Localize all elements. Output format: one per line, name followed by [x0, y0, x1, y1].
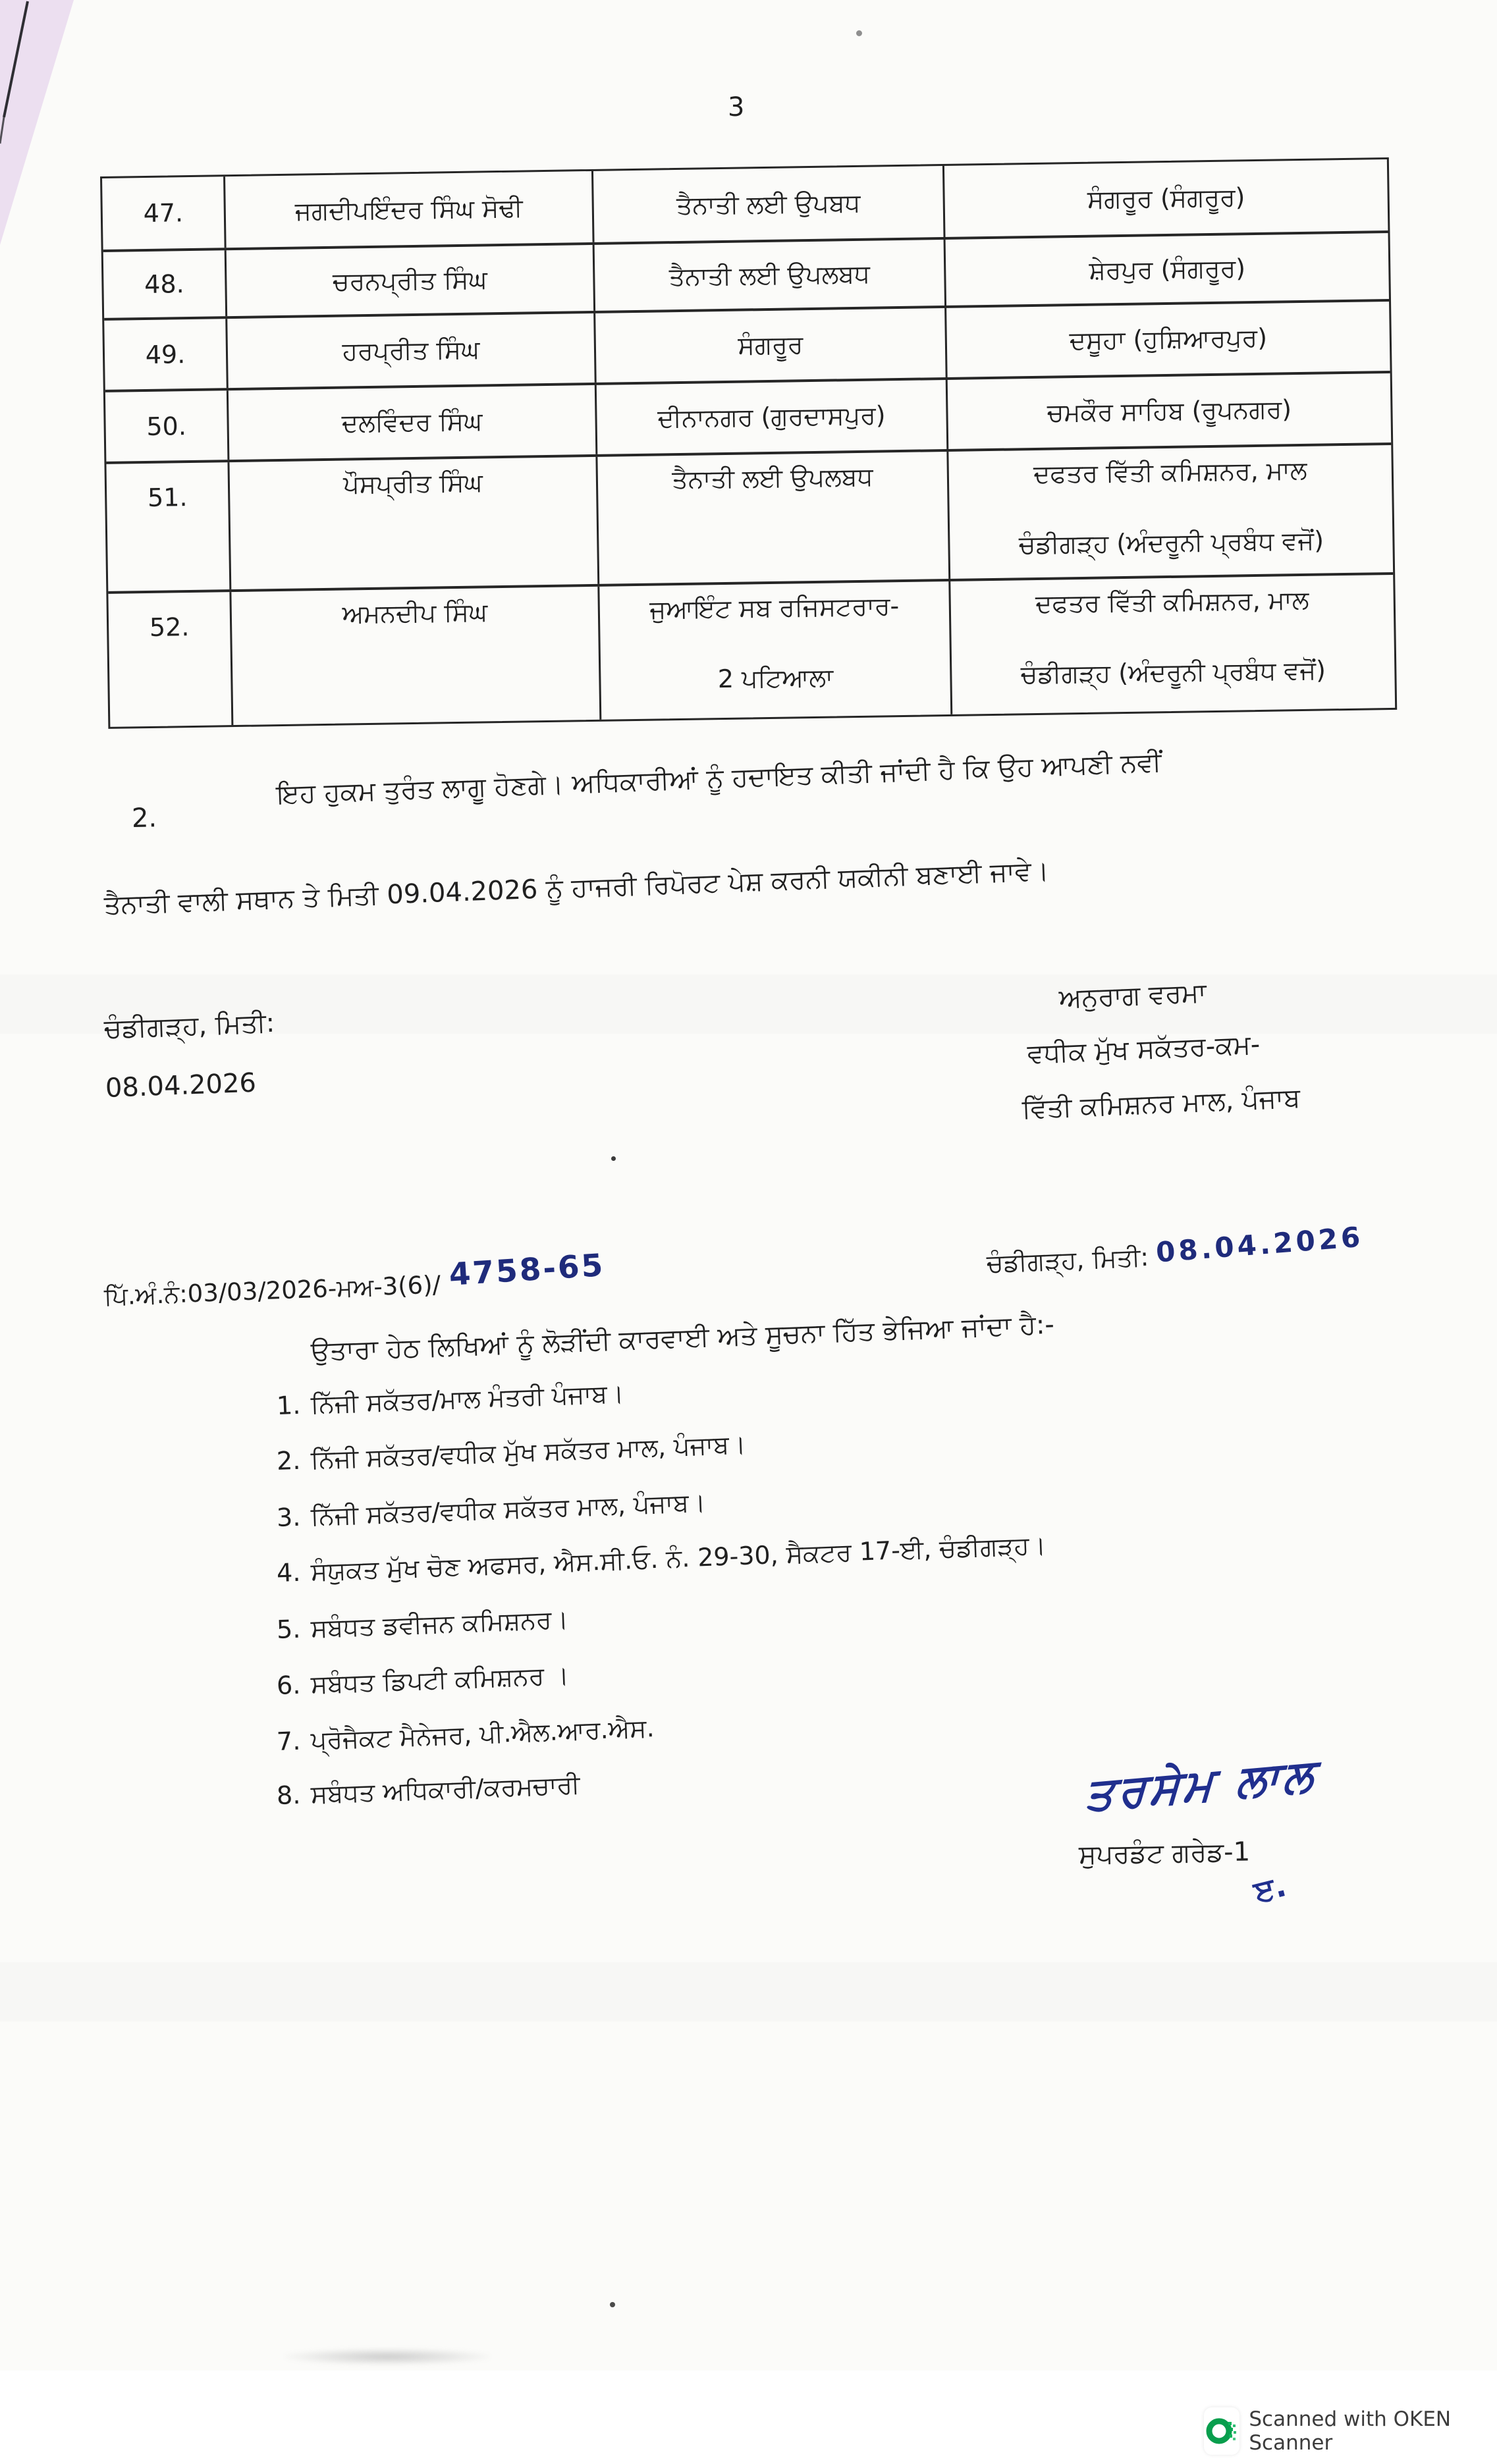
ink-dot [610, 2302, 615, 2307]
item-text: ਸਬੰਧਤ ਡਵੀਜਨ ਕਮਿਸ਼ਨਰ। [310, 1604, 569, 1644]
ref-number-handwritten: 4758-65 [448, 1247, 607, 1293]
oken-badge-text: Scanned with OKEN Scanner [1249, 2407, 1452, 2455]
oken-logo-icon [1204, 2407, 1239, 2455]
distribution-item-8 [276, 1769, 580, 1811]
endorsement-place-label: ਚੰਡੀਗੜ੍ਹ, ਮਿਤੀ: [986, 1242, 1150, 1278]
distribution-intro: ਉਤਾਰਾ ਹੇਠ ਲਿਖਿਆਂ ਨੂੰ ਲੋੜੀਂਦੀ ਕਾਰਵਾਈ ਅਤੇ ਸੂਚਨਾ ਹਿੱਤ ਭੇਜਿਆ ਜਾਂਦਾ ਹੈ:- [310, 1309, 1055, 1367]
distribution-item-5 [276, 1604, 569, 1646]
distribution-item-7 [276, 1713, 655, 1757]
cell-current-posting: ਦੀਨਾਨਗਰ (ਗੁਰਦਾਸਪੁਰ) [597, 380, 948, 454]
cell-current-posting: ਸੰਗਰੂਰ [595, 308, 947, 383]
item-text: ਨਿੱਜੀ ਸਕੱਤਰ/ਮਾਲ ਮੰਤਰੀ ਪੰਜਾਬ। [310, 1378, 625, 1420]
distribution-item-2 [276, 1429, 746, 1478]
ink-dot [611, 1156, 616, 1161]
signature-flourish: ੲ. [1250, 1867, 1290, 1910]
signatory-name: ਅਨੁਰਾਗ ਵਰਮਾ [1058, 977, 1207, 1014]
oken-badge [1204, 2407, 1497, 2455]
para-2-number: 2. [131, 803, 157, 834]
item-text: ਪ੍ਰੋਜੈਕਟ ਮੈਨੇਜਰ, ਪੀ.ਐਲ.ਆਰ.ਐਸ. [310, 1713, 655, 1755]
issue-date: 08.04.2026 [105, 1067, 257, 1104]
cell-current-posting [599, 581, 952, 720]
issue-place-date-label: ਚੰਡੀਗੜ੍ਹ, ਮਿਤੀ: [103, 1007, 275, 1044]
new-posting-line-1: ਦਫਤਰ ਵਿੱਤੀ ਕਮਿਸ਼ਨਰ, ਮਾਲ [1033, 455, 1307, 489]
cell-officer-name: ਚਰਨਪ੍ਰੀਤ ਸਿੰਘ [227, 245, 595, 316]
fold-crease-line [4, 1, 28, 117]
cell-serial: 48. [103, 250, 227, 318]
item-text: ਸੰਯੁਕਤ ਮੁੱਖ ਚੋਣ ਅਫਸਰ, ਐਸ.ਸੀ.ਓ. ਨੰ. 29-30, ਸੈਕਟਰ 17-ਈ, ਚੰਡੀਗੜ੍ਹ। [310, 1530, 1047, 1587]
cell-new-posting: ਸ਼ੇਰਪੁਰ (ਸੰਗਰੂਰ) [1089, 253, 1246, 285]
ref-number-printed: ਪਿੱ.ਅੰ.ਨੰ:03/03/2026-ਮਅ-3(6)/ [103, 1270, 441, 1311]
cell-serial: 49. [104, 319, 229, 390]
fold-crease-line-2 [0, 117, 4, 144]
signatory-title-2: ਵਿੱਤੀ ਕਮਿਸ਼ਨਰ ਮਾਲ, ਪੰਜਾਬ [1021, 1083, 1301, 1125]
cell-serial: 52. [108, 592, 233, 727]
endorsement-ref [103, 1247, 607, 1315]
ink-speck [856, 30, 862, 36]
cell-officer-name: ਅਮਨਦੀਪ ਸਿੰਘ [231, 587, 601, 725]
current-posting-line-2: 2 ਪਟਿਆਲਾ [717, 662, 834, 694]
endorsement-place-date [986, 1220, 1365, 1280]
para-2-line-1: ਇਹ ਹੁਕਮ ਤੁਰੰਤ ਲਾਗੂ ਹੋਣਗੇ। ਅਧਿਕਾਰੀਆਂ ਨੂੰ ਹਦਾਇਤ ਕੀਤੀ ਜਾਂਦੀ ਹੈ ਕਿ ਉਹ ਆਪਣੀ ਨਵੀਂ [276, 747, 1162, 810]
transfer-table [100, 157, 1397, 729]
cell-current-posting: ਤੈਨਾਤੀ ਲਈ ਉਪਬਧ [593, 166, 946, 242]
item-text: ਨਿੱਜੀ ਸਕੱਤਰ/ਵਧੀਕ ਸਕੱਤਰ ਮਾਲ, ਪੰਜਾਬ। [310, 1487, 707, 1532]
cell-new-posting: ਸੰਗਰੂਰ (ਸੰਗਰੂਰ) [1087, 182, 1245, 214]
cell-officer-name: ਦਲਵਿੰਦਰ ਸਿੰਘ [229, 385, 597, 460]
cell-new-posting: ਦਸੂਹਾ (ਹੁਸ਼ਿਆਰਪੁਰ) [1069, 323, 1268, 356]
distribution-item-4 [276, 1530, 1047, 1589]
item-number: 7. [276, 1726, 302, 1756]
cell-current-posting: ਤੈਨਾਤੀ ਲਈ ਉਪਲਬਧ [595, 240, 946, 311]
item-number: 1. [276, 1390, 302, 1420]
cell-officer-name: ਹਰਪ੍ਰੀਤ ਸਿੰਘ [227, 313, 596, 388]
cell-officer-name: ਪੌਸਪ੍ਰੀਤ ਸਿੰਘ [229, 457, 599, 589]
fold-shading [0, 0, 74, 245]
table-row-51 [106, 445, 1393, 594]
table-row-52 [108, 575, 1395, 727]
cell-serial: 50. [105, 390, 230, 462]
item-number: 2. [276, 1445, 302, 1476]
cell-serial: 51. [106, 462, 231, 591]
cell-new-posting [948, 445, 1393, 579]
distribution-item-6 [276, 1660, 570, 1702]
signatory-title-1: ਵਧੀਕ ਮੁੱਖ ਸਕੱਤਰ-ਕਮ- [1027, 1029, 1261, 1069]
page-number: 3 [728, 92, 745, 122]
item-number: 8. [276, 1780, 302, 1810]
new-posting-line-2: ਚੰਡੀਗੜ੍ਹ (ਅੰਦਰੂਨੀ ਪ੍ਰਬੰਧ ਵਜੋਂ) [1018, 525, 1324, 560]
item-number: 4. [276, 1557, 302, 1588]
current-posting-line-1: ਜੁਆਇੰਟ ਸਬ ਰਜਿਸਟਰਾਰ- [649, 591, 900, 624]
superintendent-title: ਸੁਪਰਡੰਟ ਗਰੇਡ-1 [1078, 1836, 1251, 1870]
item-number: 5. [276, 1614, 302, 1644]
signature-handwritten: ਤਰਸੇਮ ਲਾਲ [1083, 1748, 1319, 1822]
distribution-item-3 [276, 1487, 706, 1534]
scan-band [0, 1962, 1497, 2022]
cell-current-posting: ਤੈਨਾਤੀ ਲਈ ਉਪਲਬਧ [597, 452, 950, 584]
endorsement-date-handwritten: 08.04.2026 [1155, 1220, 1365, 1269]
item-text: ਨਿੱਜੀ ਸਕੱਤਰ/ਵਧੀਕ ਮੁੱਖ ਸਕੱਤਰ ਮਾਲ, ਪੰਜਾਬ। [310, 1429, 747, 1475]
cell-serial: 47. [102, 176, 227, 250]
scan-smudge [285, 2348, 490, 2365]
cell-officer-name: ਜਗਦੀਪਇੰਦਰ ਸਿੰਘ ਸੋਢੀ [225, 171, 595, 248]
item-number: 6. [276, 1670, 302, 1700]
item-text: ਸਬੰਧਤ ਅਧਿਕਾਰੀ/ਕਰਮਚਾਰੀ [310, 1770, 581, 1809]
new-posting-line-1: ਦਫਤਰ ਵਿੱਤੀ ਕਮਿਸ਼ਨਰ, ਮਾਲ [1035, 585, 1309, 619]
para-2-line-2: ਤੈਨਾਤੀ ਵਾਲੀ ਸਥਾਨ ਤੇ ਮਿਤੀ 09.04.2026 ਨੂੰ ਹਾਜਰੀ ਰਿਪੋਰਟ ਪੇਸ਼ ਕਰਨੀ ਯਕੀਨੀ ਬਣਾਈ ਜਾਵੇ। [103, 855, 1050, 921]
new-posting-line-2: ਚੰਡੀਗੜ੍ਹ (ਅੰਦਰੂਨੀ ਪ੍ਰਬੰਧ ਵਜੋਂ) [1020, 655, 1326, 689]
corner-fold [0, 0, 92, 257]
distribution-item-1 [276, 1378, 624, 1422]
cell-new-posting: ਚਮਕੌਰ ਸਾਹਿਬ (ਰੂਪਨਗਰ) [1047, 394, 1292, 427]
oken-o-glyph [1206, 2414, 1238, 2448]
item-number: 3. [276, 1502, 302, 1532]
item-text: ਸਬੰਧਤ ਡਿਪਟੀ ਕਮਿਸ਼ਨਰ । [310, 1660, 570, 1700]
cell-new-posting [950, 575, 1395, 714]
